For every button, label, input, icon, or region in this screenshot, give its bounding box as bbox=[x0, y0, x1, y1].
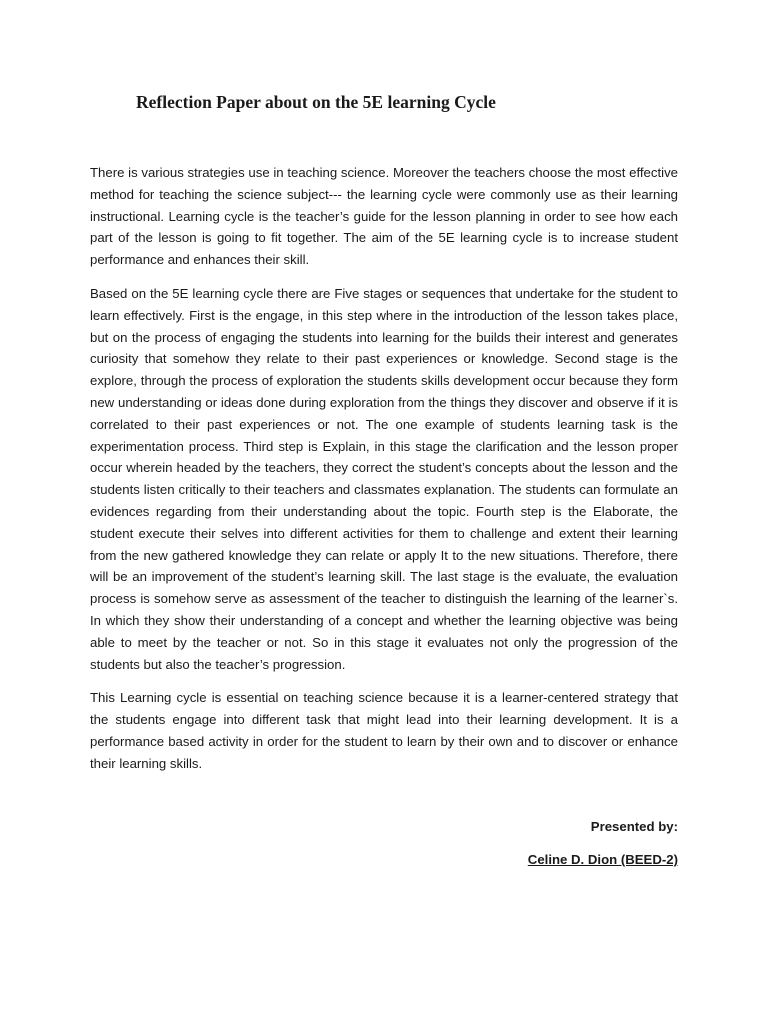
document-body bbox=[90, 162, 678, 787]
paragraph-stages: Based on the 5E learning cycle there are Five stages or sequences that undertake for the student to learn effectively. First is the engage, in this step where in the introduction of the lesson takes place, but on the process of engaging the students into learning for the builds their interest and generates curiosity that somehow they relate to their past experiences or knowledge. Second stage is the explore, through the process of exploration the students skills development occur because they form new understanding or ideas done during exploration from the things they discover and observe if it is correlated to their past experiences or not. The one example of students learning task is the experimentation process. Third step is Explain, in this stage the clarification and the lesson proper occur wherein headed by the teachers, they correct the student’s concepts about the lesson and the students listen critically to their teachers and classmates explanation. The students can formulate an evidences regarding from their understanding about the topic. Fourth step is the Elaborate, the student execute their selves into different activities for them to challenge and extent their learning from the new gathered knowledge they can relate or apply It to the new situations. Therefore, there will be an improvement of the student’s learning skill. The last stage is the evaluate, the evaluation process is somehow serve as assessment of the teacher to distinguish the learning of the learner`s. In which they show their understanding of a concept and whether the learning objective was being able to meet by the teacher or not. So in this stage it evaluates not only the progression of the students but also the teacher’s progression. bbox=[90, 285, 678, 672]
author-name: Celine D. Dion (BEED-2) bbox=[527, 852, 678, 867]
document-title: Reflection Paper about on the 5E learning Cycle bbox=[136, 92, 496, 112]
presented-by-label: Presented by: bbox=[590, 819, 678, 834]
paragraph-intro: There is various strategies use in teaching science. Moreover the teachers choose the most effective method for teaching the science subject--- the learning cycle were commonly use as their learning instructional. Learning cycle is the teacher’s guide for the lesson planning in order to see how each part of the lesson is going to fit together. The aim of the 5E learning cycle is to increase student performance and enhances their skill. bbox=[90, 165, 678, 268]
paragraph-conclusion: This Learning cycle is essential on teaching science because it is a learner-centered strategy that the students engage into different task that might lead into their learning development. It is a performance based activity in order for the student to learn by their own and to discover or enhance their learning skills. bbox=[90, 690, 678, 771]
signature-block bbox=[378, 819, 678, 867]
